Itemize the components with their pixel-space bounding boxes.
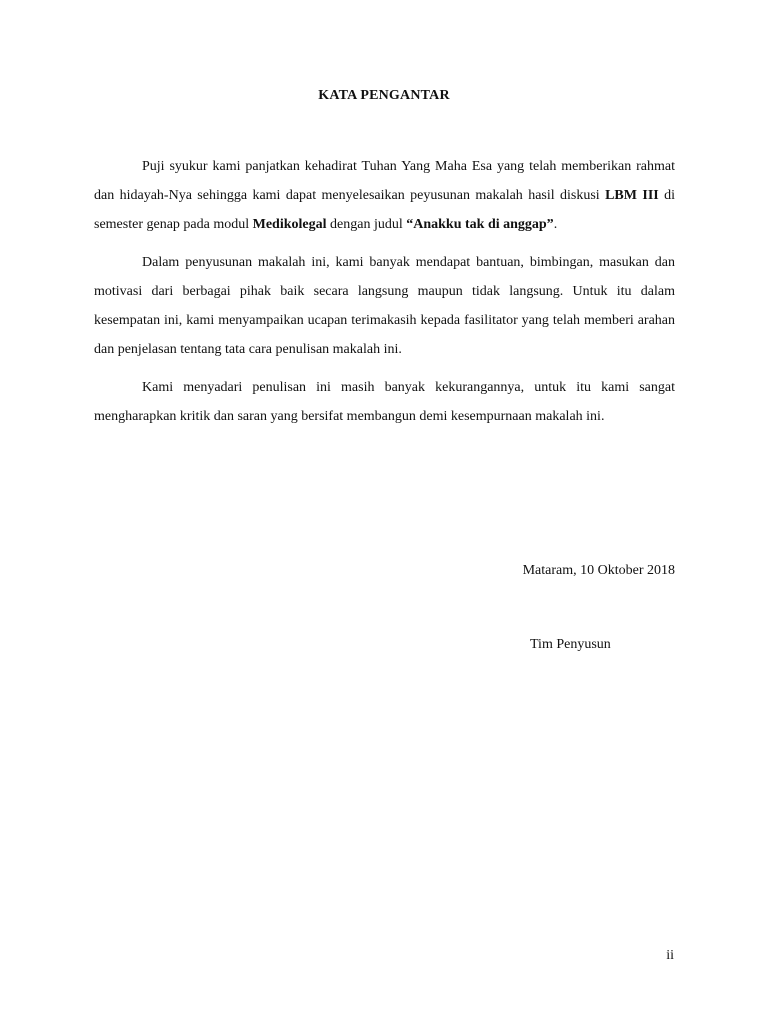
paragraph-3: Kami menyadari penulisan ini masih banyak kekurangannya, untuk itu kami sangat mengharapkan kritik dan saran yang bersifat membangun demi kesempurnaan makalah ini. bbox=[94, 380, 675, 424]
paragraph-1-text-c: dengan judul bbox=[326, 217, 407, 232]
paragraph-1-text-d: . bbox=[553, 217, 558, 232]
page-title: KATA PENGANTAR bbox=[318, 88, 450, 103]
paragraph-1-bold-title: “Anakku tak di anggap” bbox=[406, 217, 554, 232]
paragraph-1-text-a: Puji syukur kami panjatkan kehadirat Tuhan Yang Maha Esa yang telah memberikan rahmat dan hidayah-Nya sehingga kami dapat menyelesaikan peyusunan makalah hasil diskusi bbox=[94, 159, 675, 203]
paragraph-1-bold-lbm: LBM III bbox=[605, 188, 659, 203]
paragraph-1 bbox=[94, 152, 675, 239]
paragraph-2: Dalam penyusunan makalah ini, kami banyak mendapat bantuan, bimbingan, masukan dan motivasi dari berbagai pihak baik secara langsung maupun tidak langsung. Untuk itu dalam kesempatan ini, kami menyampaikan ucapan terimakasih kepada fasilitator yang telah memberi arahan dan penjelasan tentang tata cara penulisan makalah ini. bbox=[94, 255, 675, 357]
page-number: ii bbox=[666, 948, 674, 963]
paragraph-1-text-b: di semester genap pada modul bbox=[94, 188, 675, 232]
place-date: Mataram, 10 Oktober 2018 bbox=[522, 563, 675, 578]
paragraph-1-bold-module: Medikolegal bbox=[252, 217, 327, 232]
body-text bbox=[94, 152, 675, 440]
author-signature: Tim Penyusun bbox=[530, 637, 611, 652]
